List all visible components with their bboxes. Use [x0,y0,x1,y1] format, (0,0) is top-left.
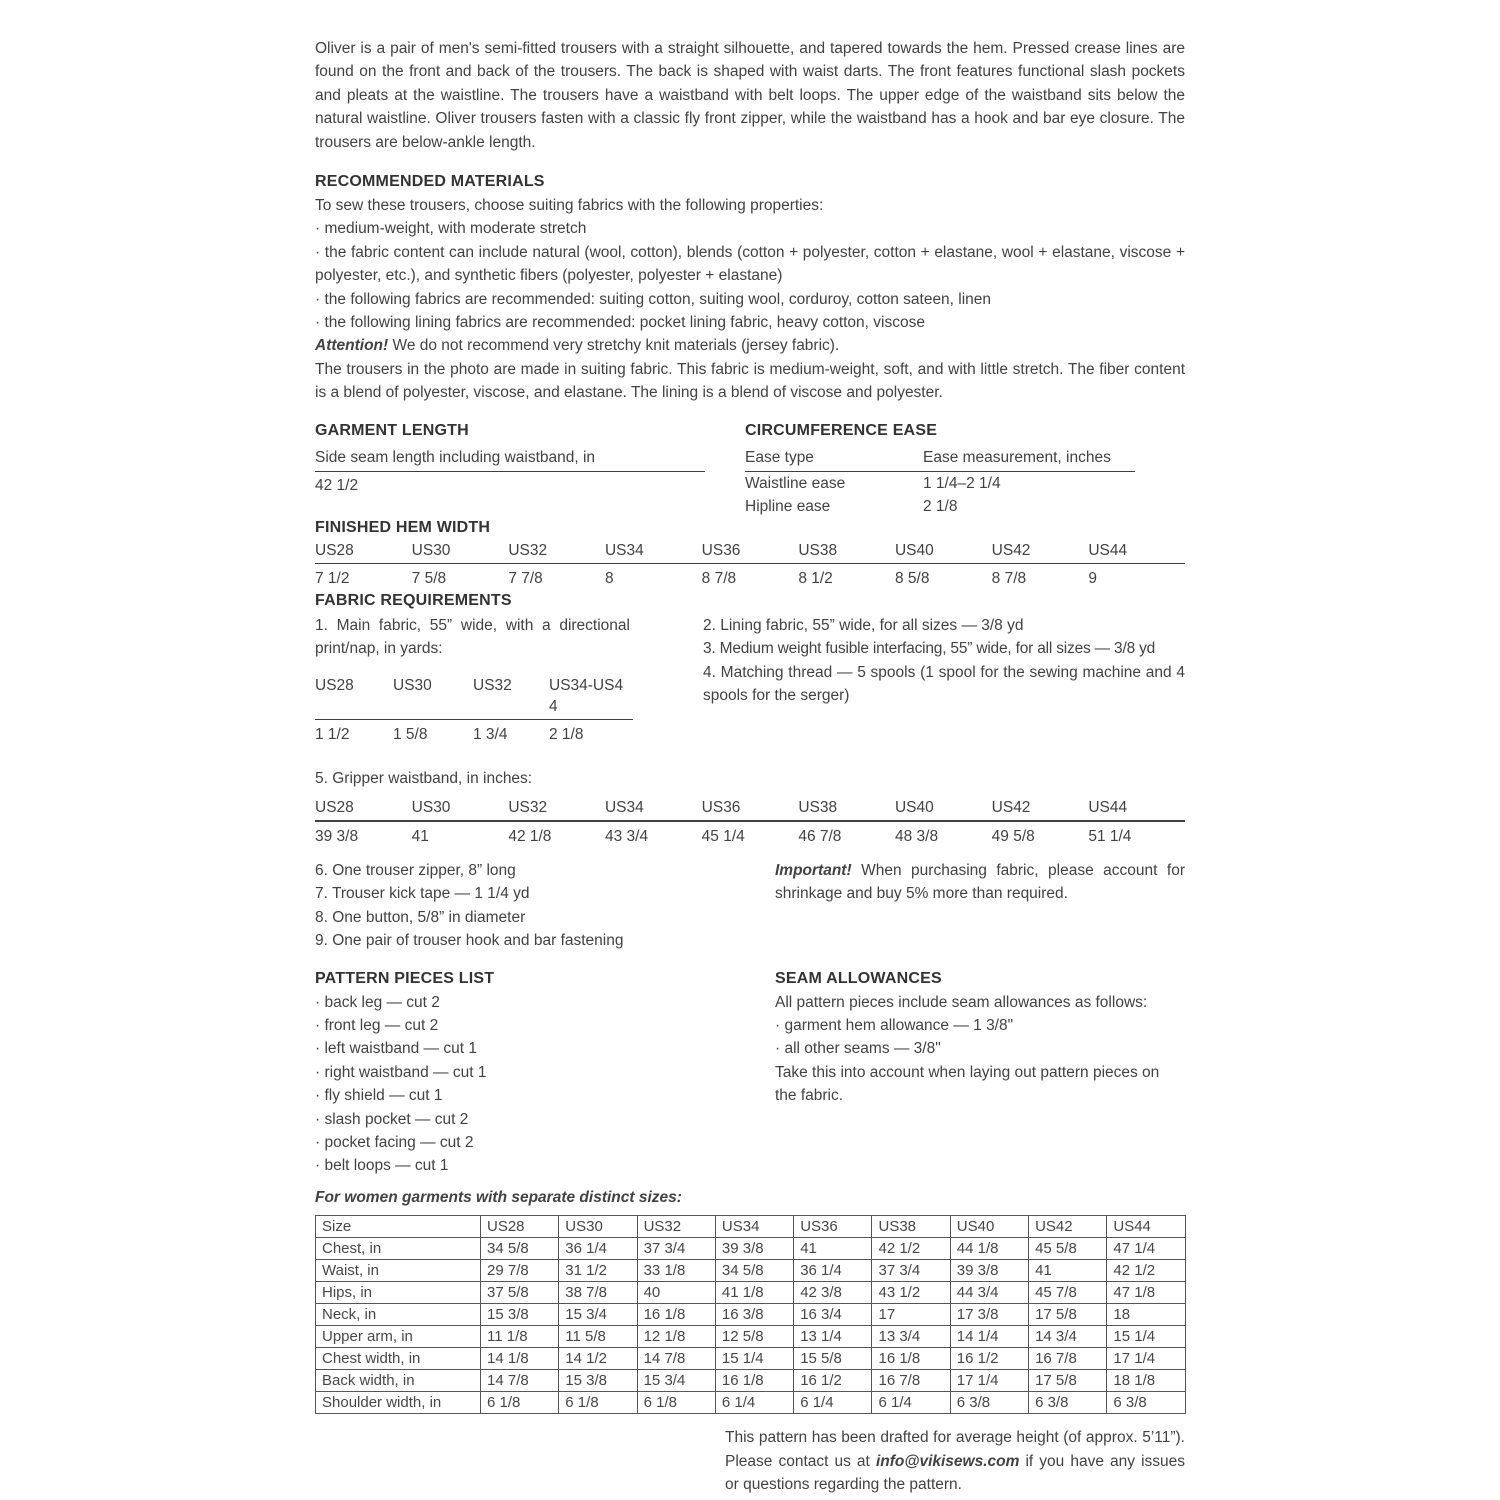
notion-item: 6. One trouser zipper, 8” long [315,861,516,879]
measurement-value-cell: 33 1/8 [637,1260,715,1282]
measurement-value-cell: 17 [872,1304,950,1326]
size-header-cell: US32 [508,541,548,559]
gripper-value-cell: 39 3/8 [315,827,359,845]
hem-width-value-cell: 7 1/2 [315,569,350,587]
seam-allowances-section [775,969,1185,1178]
notion-item: 9. One pair of trouser hook and bar fastening [315,932,624,950]
gripper-value-cell: 46 7/8 [798,827,842,845]
measurement-value-cell: 16 1/8 [637,1304,715,1326]
hem-width-value-cell: 8 [604,569,614,587]
measurement-value-cell: 37 3/4 [637,1238,715,1260]
yardage-value-cell: 2 1/8 [549,725,584,743]
measurement-value-cell: 42 3/8 [794,1282,872,1304]
size-header-cell: US38 [798,541,838,559]
size-chart-body [316,1216,1186,1414]
yardage-value-cell: 1 5/8 [393,725,428,743]
pattern-pieces-heading: PATTERN PIECES LIST [315,969,495,987]
garment-length-section [315,421,705,518]
size-header-cell: US36 [701,798,741,816]
measurement-label-cell: Back width, in [316,1370,481,1392]
size-chart-header-cell: US34 [715,1216,793,1238]
size-chart-header-cell: US30 [559,1216,637,1238]
size-header-cell: US44 [1088,798,1128,816]
size-header-cell: US40 [894,541,934,559]
measurement-value-cell: 36 1/4 [559,1238,637,1260]
intro-paragraph: Oliver is a pair of men's semi-fitted trousers with a straight silhouette, and tapered towards the hem. Pressed crease lines are found on the front and back of the trousers. The back is shaped with waist darts. The front features functional slash pockets and pleats at the waistline. The trousers have a waistband with belt loops. The upper edge of the waistband sits below the natural waistline. Oliver trousers fasten with a classic fly front zipper, while the waistband has a hook and bar eye closure. The trousers are below-ankle length. [315,40,1185,151]
measurement-value-cell: 14 7/8 [637,1348,715,1370]
hem-width-value-cell: 8 7/8 [701,569,737,587]
measurement-value-cell: 40 [637,1282,715,1304]
measurement-value-cell: 16 7/8 [1029,1348,1107,1370]
measurement-value-cell: 43 1/2 [872,1282,950,1304]
materials-lead: To sew these trousers, choose suiting fabrics with the following properties: [315,197,824,215]
gripper-value-cell: 43 3/4 [604,827,649,845]
fabric-requirements-heading: FABRIC REQUIREMENTS [315,591,512,609]
measurement-value-cell: 6 1/8 [559,1392,637,1414]
size-header-cell: US42 [991,798,1031,816]
pattern-piece-item: · pocket facing — cut 2 [315,1133,474,1151]
ease-table-header [745,447,1135,472]
measurement-value-cell: 15 1/4 [1107,1326,1185,1348]
measurement-value-cell: 17 5/8 [1029,1370,1107,1392]
yardage-value-cell: 1 1/2 [315,725,350,743]
measurement-value-cell: 15 5/8 [794,1348,872,1370]
measurement-label-cell: Shoulder width, in [316,1392,481,1414]
measurement-value-cell: 13 1/4 [794,1326,872,1348]
contact-email: info@vikisews.com [875,1452,1020,1470]
notion-item: 7. Trouser kick tape — 1 1/4 yd [315,885,530,903]
measurement-value-cell: 31 1/2 [559,1260,637,1282]
size-chart-header-cell: US32 [637,1216,715,1238]
garment-length-label: Side seam length including waistband, in [315,447,705,472]
seam-allowance-bullet: · all other seams — 3/8" [775,1040,941,1058]
lining-fabric-item: 2. Lining fabric, 55” wide, for all sizes — 3/8 yd [703,616,1024,634]
measurement-value-cell: 47 1/8 [1107,1282,1185,1304]
seam-allowances-heading: SEAM ALLOWANCES [775,969,942,987]
measurement-value-cell: 15 1/4 [715,1348,793,1370]
size-header-cell: US30 [411,798,451,816]
gripper-value-cell: 49 5/8 [991,827,1035,845]
measurement-value-cell: 6 1/8 [481,1392,559,1414]
measurement-value-cell: 14 1/2 [559,1348,637,1370]
recommended-materials-body [315,194,1185,405]
attention-note [315,334,1185,357]
materials-bullet: · the following fabrics are recommended: suiting cotton, suiting wool, corduroy, cotton sateen, linen [315,290,992,308]
seam-allowances-list [775,1014,1185,1061]
pattern-piece-item: · fly shield — cut 1 [315,1087,443,1105]
garment-length-heading: GARMENT LENGTH [315,421,469,439]
measurement-label-cell: Waist, in [316,1260,481,1282]
size-header-cell: US28 [315,541,354,559]
matching-thread-item: 4. Matching thread — 5 spools (1 spool for the sewing machine and 4 spools for the serger) [703,663,1185,704]
gripper-value-cell: 51 1/4 [1088,827,1132,845]
size-chart-row [316,1304,1186,1326]
finished-hem-width-heading: FINISHED HEM WIDTH [315,518,491,536]
size-header-cell: US30 [393,676,432,694]
important-text: When purchasing fabric, please account for shrinkage and buy 5% more than required. [775,861,1185,903]
materials-bullet: · the following lining fabrics are recommended: pocket lining fabric, heavy cotton, viscose [315,314,925,332]
recommended-materials-heading: RECOMMENDED MATERIALS [315,173,545,191]
measurement-label-cell: Hips, in [316,1282,481,1304]
measurement-value-cell: 15 3/4 [559,1304,637,1326]
gripper-value-cell: 45 1/4 [701,827,745,845]
measurement-value-cell: 41 1/8 [715,1282,793,1304]
pattern-piece-item: · slash pocket — cut 2 [315,1110,469,1128]
measurement-value-cell: 18 1/8 [1107,1370,1185,1392]
measurement-value-cell: 16 7/8 [872,1370,950,1392]
seam-allowance-bullet: · garment hem allowance — 1 3/8" [775,1016,1014,1034]
measurement-value-cell: 6 1/8 [637,1392,715,1414]
size-chart-table [315,1215,1186,1414]
measurement-value-cell: 39 3/8 [715,1238,793,1260]
other-materials-column [703,614,1185,746]
size-header-cell: US28 [315,798,354,816]
notion-item: 8. One button, 5/8” in diameter [315,908,526,926]
size-header-cell: US28 [315,676,354,694]
ease-row-label: Waistline ease [745,474,846,492]
measurement-value-cell: 16 3/4 [794,1304,872,1326]
measurement-value-cell: 6 3/8 [1107,1392,1185,1414]
ease-row-value: 1 1/4–2 1/4 [923,474,1001,492]
main-fabric-value-row [315,720,633,746]
size-header-cell: US34 [604,798,644,816]
size-header-cell: US34-US4 4 [549,676,624,715]
attention-text: We do not recommend very stretchy knit materials (jersey fabric). [388,337,840,355]
length-ease-row [315,421,1185,518]
size-chart-header-row [316,1216,1186,1238]
hem-width-value-cell: 8 7/8 [991,569,1027,587]
measurement-label-cell: Upper arm, in [316,1326,481,1348]
hem-width-value-cell: 8 5/8 [894,569,930,587]
measurement-value-cell: 15 3/4 [637,1370,715,1392]
measurement-value-cell: 17 5/8 [1029,1304,1107,1326]
footer-text-end: if you have any issues or questions regarding the pattern. [725,1452,1186,1493]
measurement-value-cell: 16 1/2 [794,1370,872,1392]
ease-measurement-col-header: Ease measurement, inches [923,448,1111,466]
main-fabric-size-header-row [315,675,633,720]
size-header-cell: US30 [411,541,451,559]
interfacing-item: 3. Medium weight fusible interfacing, 55” wide, for all sizes — 3/8 yd [703,640,1156,658]
measurement-value-cell: 47 1/4 [1107,1238,1185,1260]
footer-note [725,1426,1185,1496]
measurement-value-cell: 44 1/8 [950,1238,1028,1260]
size-chart-row [316,1260,1186,1282]
hem-width-value-cell: 7 7/8 [508,569,543,587]
measurement-value-cell: 37 3/4 [872,1260,950,1282]
size-chart-header-cell: US44 [1107,1216,1185,1238]
measurement-value-cell: 17 1/4 [1107,1348,1185,1370]
seam-allowances-body [775,991,1185,1108]
pieces-seams-row [315,969,1185,1178]
measurement-value-cell: 6 1/4 [715,1392,793,1414]
pattern-piece-item: · right waistband — cut 1 [315,1063,487,1081]
measurement-value-cell: 34 5/8 [481,1238,559,1260]
materials-closing: The trousers in the photo are made in suiting fabric. This fabric is medium-weight, soft, and with little stretch. The fiber content is a blend of polyester, viscose, and elastane. The lining is a blend of viscose and polyester. [315,360,1185,402]
seam-allowances-lead: All pattern pieces include seam allowances as follows: [775,993,1148,1011]
size-chart-header-cell: Size [316,1216,481,1238]
measurement-value-cell: 38 7/8 [559,1282,637,1304]
measurement-value-cell: 6 1/4 [794,1392,872,1414]
size-chart-header-cell: US40 [950,1216,1028,1238]
main-fabric-item: 1. Main fabric, 55” wide, with a directional print/nap, in yards: [315,616,630,658]
measurement-value-cell: 44 3/4 [950,1282,1028,1304]
size-chart-row [316,1238,1186,1260]
gripper-size-header-row [315,797,1185,822]
hem-width-value-cell: 9 [1088,569,1097,587]
size-header-cell: US32 [473,676,512,694]
size-chart-header-cell: US36 [794,1216,872,1238]
important-paragraph [775,859,1185,906]
size-chart-row [316,1370,1186,1392]
gripper-value-cell: 48 3/8 [894,827,939,845]
size-header-cell: US40 [894,798,934,816]
measurement-value-cell: 17 1/4 [950,1370,1028,1392]
materials-bullet: · the fabric content can include natural (wool, cotton), blends (cotton + polyester, cotton + elastane, wool + elastane, viscose + polyester, etc.), and synthetic fibers (polyester, polyester + elastane) [315,243,1185,285]
main-fabric-column [315,614,630,746]
measurement-value-cell: 17 3/8 [950,1304,1028,1326]
measurement-value-cell: 18 [1107,1304,1185,1326]
pattern-pieces-section [315,969,775,1178]
measurement-value-cell: 11 1/8 [481,1326,559,1348]
measurement-value-cell: 13 3/4 [872,1326,950,1348]
size-header-cell: US34 [604,541,644,559]
pattern-piece-item: · front leg — cut 2 [315,1016,439,1034]
attention-label: Attention! [315,337,389,355]
size-header-cell: US44 [1088,541,1128,559]
measurement-value-cell: 41 [794,1238,872,1260]
seam-allowances-closing: Take this into account when laying out pattern pieces on the fabric. [775,1063,1160,1105]
size-header-cell: US42 [991,541,1031,559]
measurement-value-cell: 6 3/8 [1029,1392,1107,1414]
measurement-value-cell: 16 3/8 [715,1304,793,1326]
size-chart-header-cell: US38 [872,1216,950,1238]
hem-width-value-cell: 8 1/2 [798,569,833,587]
hem-width-size-header-row [315,540,1185,564]
size-chart-row [316,1282,1186,1304]
gripper-value-cell: 41 [411,827,429,845]
size-chart-header-cell: US28 [481,1216,559,1238]
measurement-value-cell: 15 3/8 [559,1370,637,1392]
gripper-waistband-item: 5. Gripper waistband, in inches: [315,769,533,787]
measurement-value-cell: 14 7/8 [481,1370,559,1392]
hem-width-value-row [315,564,1185,590]
measurement-value-cell: 11 5/8 [559,1326,637,1348]
pattern-piece-item: · back leg — cut 2 [315,993,440,1011]
measurement-value-cell: 12 1/8 [637,1326,715,1348]
measurement-value-cell: 34 5/8 [715,1260,793,1282]
measurement-value-cell: 45 5/8 [1029,1238,1107,1260]
pattern-pieces-list [315,991,775,1178]
materials-bullet: · medium-weight, with moderate stretch [315,220,587,238]
circumference-ease-heading: CIRCUMFERENCE EASE [745,421,938,439]
size-chart-row [316,1392,1186,1414]
size-header-cell: US36 [701,541,741,559]
measurement-value-cell: 41 [1029,1260,1107,1282]
measurement-value-cell: 14 1/4 [950,1326,1028,1348]
materials-bullet-list [315,217,1185,334]
measurement-value-cell: 6 1/4 [872,1392,950,1414]
important-label: Important! [775,861,852,879]
measurement-value-cell: 36 1/4 [794,1260,872,1282]
size-chart-row [316,1326,1186,1348]
ease-row-waistline [745,472,1135,495]
footer-text-start: This pattern has been drafted for average height (of approx. 5’11”). Please contact us at [725,1429,1185,1470]
size-chart-row [316,1348,1186,1370]
pattern-piece-item: · left waistband — cut 1 [315,1040,477,1058]
ease-row-label: Hipline ease [745,497,831,515]
notions-row [315,859,1185,953]
measurement-value-cell: 16 1/8 [872,1348,950,1370]
measurement-value-cell: 16 1/2 [950,1348,1028,1370]
measurement-label-cell: Chest, in [316,1238,481,1260]
pattern-document-page [315,0,1185,1496]
size-chart-header-cell: US42 [1029,1216,1107,1238]
measurement-label-cell: Neck, in [316,1304,481,1326]
measurement-value-cell: 37 5/8 [481,1282,559,1304]
measurement-value-cell: 29 7/8 [481,1260,559,1282]
size-header-cell: US38 [798,798,838,816]
measurement-value-cell: 45 7/8 [1029,1282,1107,1304]
fabric-requirements-row [315,614,1185,746]
measurement-value-cell: 39 3/8 [950,1260,1028,1282]
size-table-caption: For women garments with separate distinct sizes: [315,1188,682,1206]
ease-type-col-header: Ease type [745,448,814,466]
ease-row-value: 2 1/8 [923,497,958,515]
measurement-value-cell: 15 3/8 [481,1304,559,1326]
pattern-piece-item: · belt loops — cut 1 [315,1157,449,1175]
ease-row-hipline [745,495,1135,518]
measurement-value-cell: 12 5/8 [715,1326,793,1348]
notions-list [315,859,775,953]
measurement-label-cell: Chest width, in [316,1348,481,1370]
measurement-value-cell: 6 3/8 [950,1392,1028,1414]
measurement-value-cell: 16 1/8 [715,1370,793,1392]
measurement-value-cell: 14 1/8 [481,1348,559,1370]
circumference-ease-section [745,421,1135,518]
size-header-cell: US32 [508,798,548,816]
measurement-value-cell: 14 3/4 [1029,1326,1107,1348]
gripper-value-cell: 42 1/8 [508,827,552,845]
yardage-value-cell: 1 3/4 [473,725,508,743]
gripper-value-row [315,822,1185,848]
measurement-value-cell: 42 1/2 [872,1238,950,1260]
hem-width-value-cell: 7 5/8 [411,569,447,587]
important-note [775,859,1185,953]
garment-length-value: 42 1/2 [315,476,359,494]
measurement-value-cell: 42 1/2 [1107,1260,1185,1282]
